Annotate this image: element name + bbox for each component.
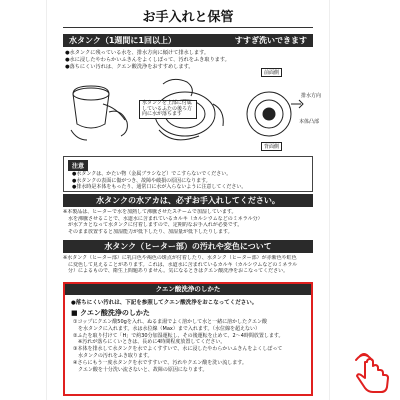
water-quality-heading-bar — [63, 194, 313, 207]
step-line: クエン酸を十分洗い流さないと、故障の原因になります。 — [73, 366, 208, 373]
front-label: 前面側 — [261, 68, 282, 77]
paragraph-line: ※水タンク（ヒーター部）に乳白色や褐色の斑点が付着したり、水タンク（ヒーター部）が赤紫色や虹色 — [63, 255, 297, 261]
caution-box — [63, 156, 313, 192]
page-title: お手入れと保管 — [142, 10, 234, 25]
citric-heading: クエン酸洗浄のしかた — [65, 284, 311, 295]
top-cap-diagram — [247, 92, 303, 136]
citric-steps — [73, 319, 283, 373]
paragraph-line: 分）によるもので、衛生上問題ありません。気になるときはクエン酸洗浄をおこなってください。 — [63, 268, 289, 275]
step-line: 水タンクの汚れをふき取ります。 — [73, 352, 153, 359]
step-line: ④さらにもう一度水タンクを水ですすいで、汚れやクエン酸を洗い流します。 — [73, 359, 247, 366]
note-tag: 水タンクを上部に付属しているふたの後ろ方向に水が落ちます — [139, 100, 197, 119]
heater-text — [63, 255, 313, 275]
caution-heading: 注意 — [68, 160, 88, 171]
tank-pour-illustration — [71, 86, 127, 140]
bullet-item: ●水に浸したやわらかいふきんをよくしぼって、汚れをふき取ります。 — [65, 57, 230, 63]
caution-line: ●水タンクは、かたい物（金属ブラシなど）でこすらないでください。 — [72, 171, 232, 177]
paragraph-line: に変色して見えることがあります。これは、水道水に含まれているカルキ（カルシウムなどのミネラル — [63, 261, 298, 268]
bullet-item: ●落ちにくい汚れは、クエン酸洗浄をおすすめします。 — [65, 64, 194, 70]
paragraph-line: ※本製品は、ヒーターで水を加熱して沸騰させたスチームで加湿しています。 — [63, 209, 237, 215]
caution-text — [72, 171, 246, 191]
citric-intro: ●落ちにくい汚れは、下記を参照してクエン酸洗浄をおこなってください。 — [71, 300, 258, 306]
step-line: ③本体を排水して水タンクを水でよくすすいで、水に浸したやわらかいふきんをよくしぼって — [73, 346, 283, 353]
paragraph-line: そのまま放置すると加湿能力が低下したり、加湿量が低下したりします。 — [63, 228, 233, 235]
caution-line: ●水タンクの表面に傷がつき、故障や破損の原因になります。 — [72, 177, 211, 184]
step-line: ②ふたを取り付けて「H」で約30分加湿運転し、その後運転を止めて、2～4時間放置します。 — [73, 332, 284, 339]
water-tank-bullets — [65, 50, 230, 71]
paragraph-line: 水を沸騰させることで、水道水に含まれているカルキ（カルシウムなどのミネラル分） — [63, 215, 263, 222]
water-tank-heading-bar — [63, 34, 313, 47]
heater-heading: 水タンク（ヒーター部）の汚れや変色について — [104, 242, 272, 251]
water-quality-text — [63, 209, 313, 235]
title-divider — [63, 27, 313, 28]
heater-heading-bar — [63, 240, 313, 253]
water-tank-heading: 水タンク（1週間に1回以上） — [69, 36, 176, 45]
water-tank-heading-right: すすぎ洗いできます — [234, 36, 307, 45]
caution-line: ●排水時是本体をもったり、通常口に水が入らないように注意してください。 — [72, 184, 247, 191]
citric-acid-cleaning-box — [63, 282, 313, 396]
manual-page — [46, 0, 330, 400]
hand-tap-icon[interactable] — [346, 348, 396, 398]
step-line: ①コップにクエン酸50gを入れ、ぬるま湯でよく溶かして水と一緒に溶かしたクエン酸 — [73, 319, 268, 325]
paragraph-line: が水アカとなって水タンクに付着しますので、定期的なお手入れが必要です。 — [63, 222, 243, 229]
bullet-item: ●水タンクに残っている水を、排水方向に傾けて排水します。 — [65, 50, 210, 56]
water-quality-heading: 水タンクの水アカは、必ずお手入れしてください。 — [96, 196, 280, 205]
back-label: 背面側 — [261, 142, 282, 151]
step-line: ※汚れが落ちにくいときは、長めに4時間程度放置してください。 — [73, 339, 226, 346]
step-line: を水タンクに入れます。水は水位線（Max）まで入れます。（水位線を超えない） — [73, 325, 260, 332]
top-cap-label: 本体凸部 — [299, 119, 320, 125]
drain-direction-label: 排水方向 — [301, 93, 322, 99]
citric-subheading: ■ クエン酸洗浄のしかた — [71, 309, 150, 317]
